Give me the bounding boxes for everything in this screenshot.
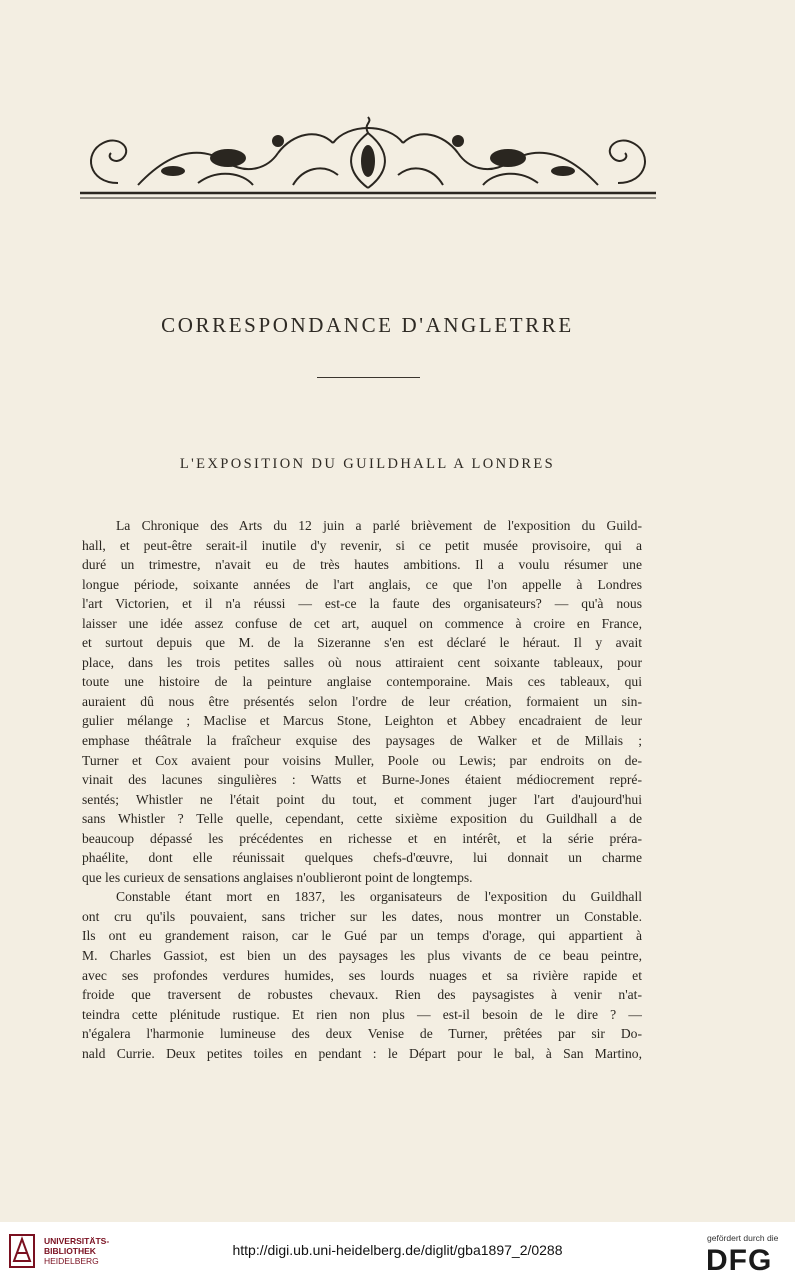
scrollwork-headpiece-ornament <box>78 113 658 203</box>
text-line: Turner et Cox avaient pour voisins Muller, Poole ou Lewis; par endroits on de- <box>82 752 642 768</box>
text-line: duré un trimestre, n'avait eu de très hautes ambitions. Il a voulu résumer une <box>82 557 642 573</box>
text-line: Constable étant mort en 1837, les organisateurs de l'exposition du Guildhall <box>116 889 642 905</box>
text-line: avec ses profondes verdures humides, ses lourds nuages et sa rivière rapide et <box>82 967 642 983</box>
library-line: UNIVERSITÄTS- <box>44 1236 110 1246</box>
text-line: que les curieux de sensations anglaises n'oublieront point de longtemps. <box>82 869 473 885</box>
text-line: nald Currie. Deux petites toiles en pendant : le Départ pour le bal, à San Martino, <box>82 1045 642 1061</box>
document-url-link[interactable]: http://digi.ub.uni-heidelberg.de/diglit/gba1897_2/0288 <box>232 1242 563 1258</box>
section-subtitle: L'EXPOSITION DU GUILDHALL A LONDRES <box>179 456 556 472</box>
text-line: et surtout depuis que M. de la Sizeranne s'en est déclaré le héraut. Il y avait <box>82 635 642 651</box>
text-line: sans Whistler ? Telle quelle, cependant, cette sixième exposition du Guildhall a de <box>82 811 642 827</box>
sponsor-caption: gefördert durch die <box>707 1233 779 1243</box>
text-line: vinait des lacunes singulières : Watts et Burne-Jones étaient médiocrement repré- <box>82 772 642 788</box>
text-line: toute une histoire de la peinture anglaise contemporaine. Mais ces tableaux, qui <box>82 674 642 690</box>
text-line: Ils ont eu grandement raison, car le Gué par un temps d'orage, qui appartient à <box>82 928 642 944</box>
page-title: CORRESPONDANCE D'ANGLETRRE <box>161 313 574 337</box>
text-line: longue période, soixante années de l'art anglais, ce que l'on appelle à Londres <box>82 576 642 592</box>
dfg-logo: DFG <box>706 1244 773 1277</box>
text-line: emphase théâtrale la fraîcheur exquise des paysages de Walker et de Millais ; <box>82 733 642 749</box>
text-line: froide que traversent de robustes chevaux. Rien des paysagistes à venir n'at- <box>82 987 642 1003</box>
article-body <box>82 516 642 1063</box>
text-line: place, dans les trois petites salles où nous attiraient cent soixante tableaux, pour <box>82 654 642 670</box>
text-line: hall, et peut-être serait-il inutile d'y revenir, si ce petit musée provisoire, qui a <box>82 537 642 553</box>
text-line: teindra cette plénitude rustique. Et rien non plus — est-il besoin de le dire ? — <box>82 1006 642 1022</box>
text-line: beaucoup dépassé les précédentes en richesse et en intérêt, et la série préra- <box>82 830 642 846</box>
text-line: ont cru qu'ils pouvaient, sans tricher sur les dates, nous montrer un Constable. <box>82 908 642 924</box>
paragraph-1 <box>82 516 642 887</box>
text-line: n'égalera l'harmonie lumineuse des deux Venise de Turner, prêtées par sir Do- <box>82 1026 642 1042</box>
text-line: laisser une idée assez confuse de cet art, auquel on commence à croire en France, <box>82 615 642 631</box>
library-line: HEIDELBERG <box>44 1256 99 1266</box>
text-line: auraient dû nous être présentés selon l'ordre de leur création, formaient un sin- <box>82 693 642 709</box>
text-line: sentés; Whistler ne l'était point du tout, et comment juger l'art d'aujourd'hui <box>82 791 642 807</box>
text-line: La Chronique des Arts du 12 juin a parlé brièvement de l'exposition du Guild- <box>116 518 642 533</box>
library-line: BIBLIOTHEK <box>44 1246 96 1256</box>
text-line: l'art Victorien, et il n'a réussi — est-ce la faute des organisateurs? — qu'à nous <box>82 596 642 612</box>
text-line: phaélite, dont elle réunissait quelques chefs-d'œuvre, lui donnait un charme <box>82 850 642 866</box>
paragraph-2 <box>82 887 642 1063</box>
text-line: M. Charles Gassiot, est bien un des paysages les plus vivants de ce beau peintre, <box>82 948 642 964</box>
text-line: gulier mélange ; Maclise et Marcus Stone, Leighton et Abbey encadraient de leur <box>82 713 642 729</box>
title-divider <box>317 377 420 378</box>
